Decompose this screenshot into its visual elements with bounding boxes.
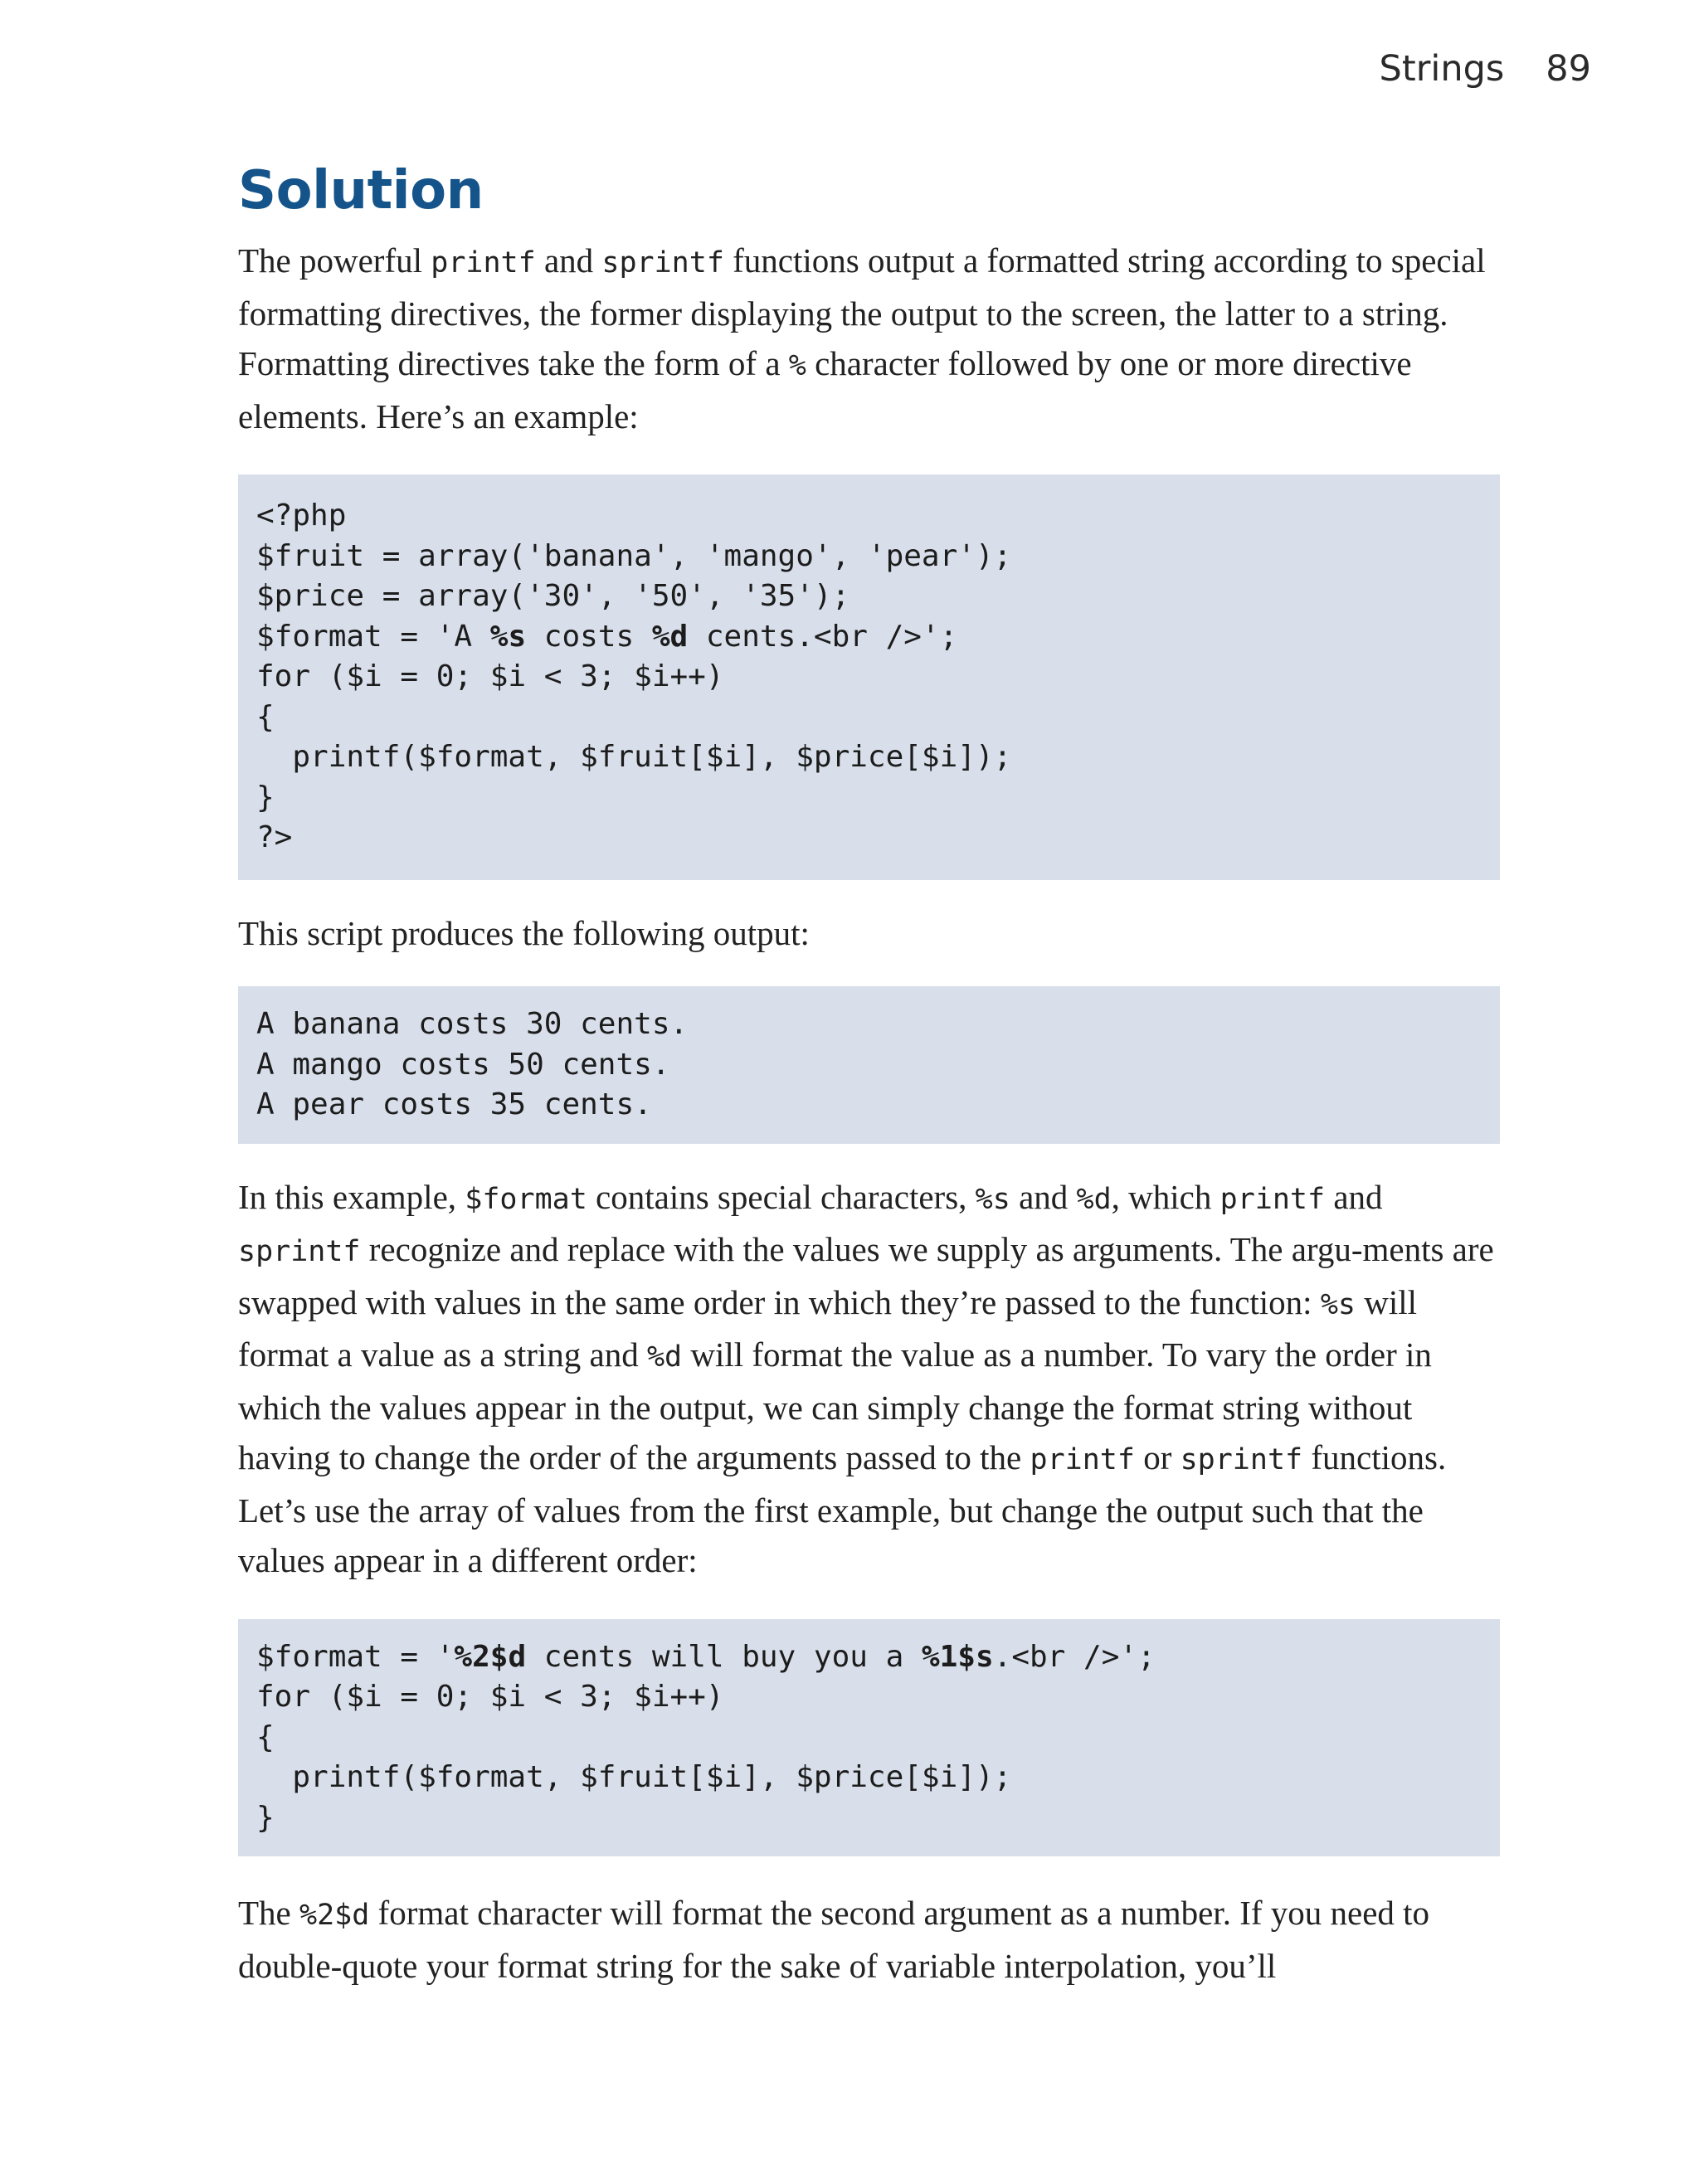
- code-line: printf($format, $fruit[$i], $price[$i]);: [256, 1760, 1012, 1794]
- text-run: and: [535, 241, 602, 280]
- code-line: [256, 1637, 1482, 1678]
- output-code-block: [238, 986, 1500, 1144]
- inline-code: sprintf: [1180, 1443, 1303, 1476]
- inline-code: printf: [1030, 1443, 1135, 1476]
- inline-code: printf: [1219, 1182, 1326, 1216]
- code-text: $format = 'A: [256, 619, 490, 654]
- explanation-paragraph: [238, 1172, 1500, 1586]
- code-line: $fruit = array('banana', 'mango', 'pear');: [256, 538, 1012, 573]
- output-line: A banana costs 30 cents.: [256, 1007, 689, 1041]
- inline-code: %: [788, 349, 806, 382]
- text-run: and: [1325, 1177, 1383, 1216]
- code-line: }: [256, 1800, 275, 1835]
- inline-code: sprintf: [238, 1235, 361, 1268]
- code-text: cents.<br />';: [688, 619, 958, 654]
- text-run: contains special characters,: [587, 1177, 976, 1216]
- code-line: {: [256, 1719, 275, 1754]
- text-run: In this example,: [238, 1177, 465, 1216]
- inline-code: $format: [465, 1182, 587, 1216]
- text-run: , which: [1111, 1177, 1220, 1216]
- page-content: [238, 159, 1500, 1991]
- code-line: printf($format, $fruit[$i], $price[$i]);: [256, 740, 1012, 774]
- text-run: character followed by one or more directive elements. Here’s an example:: [238, 344, 1412, 435]
- inline-code: %2$d: [299, 1899, 370, 1932]
- text-run: and: [1010, 1177, 1077, 1216]
- inline-code: %d: [646, 1340, 683, 1374]
- code-highlight: %s: [489, 619, 527, 654]
- text-run: functions. Let’s use the array of values from the first example, but change the output such that the values appear in a different order:: [238, 1438, 1447, 1579]
- code-line: }: [256, 780, 275, 815]
- text-run: functions output a formatted string according to special formatting directives, the former displaying the output to the screen, the latter to a string. Formatting directives take the form of a: [238, 241, 1486, 382]
- code-line: <?php: [256, 499, 347, 533]
- code-text: .<br />';: [993, 1639, 1156, 1674]
- page-number: 89: [1546, 48, 1591, 90]
- output-line: A pear costs 35 cents.: [256, 1087, 652, 1121]
- running-head-section: Strings: [1379, 48, 1505, 90]
- code-line: for ($i = 0; $i < 3; $i++): [256, 659, 724, 693]
- example-code-block: [238, 474, 1500, 880]
- closing-paragraph: [238, 1888, 1500, 1991]
- running-head: [1380, 48, 1591, 90]
- text-run: or: [1134, 1438, 1181, 1476]
- code-line: for ($i = 0; $i < 3; $i++): [256, 1680, 724, 1714]
- code-text: $format = ': [256, 1639, 455, 1674]
- code-line: ?>: [256, 820, 293, 854]
- inline-code: %s: [975, 1182, 1010, 1216]
- code-text: cents will buy you a: [526, 1639, 922, 1674]
- inline-code: sprintf: [601, 246, 724, 280]
- code-line: {: [256, 699, 275, 734]
- text-run: The: [238, 1894, 299, 1932]
- intro-paragraph: [238, 236, 1500, 441]
- text-run: recognize and replace with the values we supply as arguments. The argu-ments are swapped with values in the same order in which they’re passed to the function:: [238, 1230, 1494, 1321]
- text-run: The powerful: [238, 241, 431, 280]
- code-highlight: %2$d: [454, 1639, 527, 1674]
- code-text: costs: [526, 619, 652, 654]
- section-heading: Solution: [238, 160, 484, 221]
- text-run: format character will format the second argument as a number. If you need to double-quote your format string for the sake of variable interpolation, you’ll: [238, 1894, 1430, 1985]
- text-run: will format a value as a string and: [238, 1282, 1418, 1374]
- code-line: [256, 617, 1482, 658]
- output-line: A mango costs 50 cents.: [256, 1047, 670, 1082]
- inline-code: printf: [431, 246, 536, 280]
- inline-code: %s: [1320, 1287, 1356, 1321]
- code-line: $price = array('30', '50', '35');: [256, 579, 850, 613]
- output-intro-paragraph: This script produces the following output:: [238, 913, 810, 952]
- text-run: will format the value as a number. To vary the order in which the values appear in the output, we can simply change the format string without having to change the order of the arguments passed to the: [238, 1335, 1432, 1476]
- code-highlight: %1$s: [921, 1639, 994, 1674]
- reorder-code-block: [238, 1619, 1500, 1857]
- inline-code: %d: [1076, 1182, 1112, 1216]
- code-highlight: %d: [651, 619, 689, 654]
